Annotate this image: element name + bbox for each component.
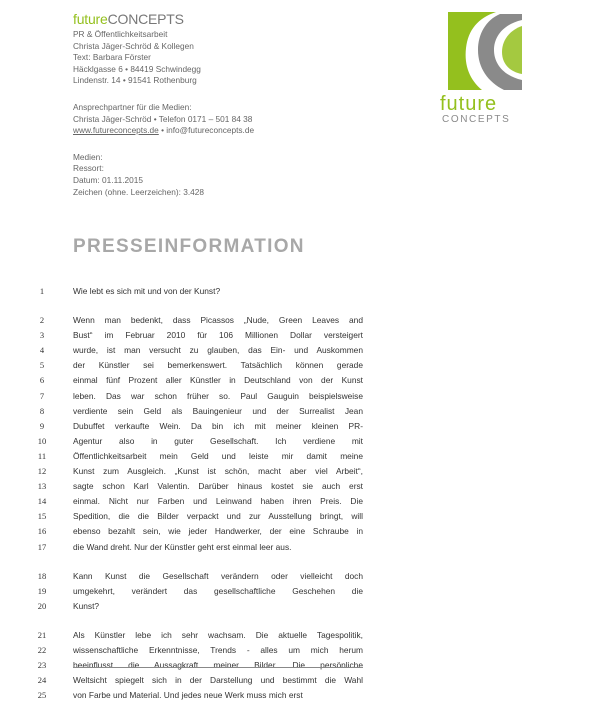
- line-number: 3: [39, 330, 45, 341]
- text-line: [0, 464, 595, 479]
- line-text: ebenso bezahlt sein, wie jeder Handwerker, der eine Schraube in: [73, 526, 363, 537]
- text-line: [0, 584, 595, 599]
- logo-graphic: [438, 6, 533, 126]
- line-number: 4: [39, 345, 45, 356]
- paragraph: [0, 284, 595, 299]
- meta-section: Ressort:: [73, 163, 104, 174]
- contact-line: Christa Jäger-Schröd • Telefon 0171 – 501 84 38: [73, 113, 253, 124]
- line-text: Als Künstler lebe ich sehr wachsam. Die aktuelle Tagespolitik,: [73, 629, 363, 640]
- line-text: Spedition, die die Bilder verpackt und zur Ausstellung bringt, will: [73, 511, 363, 522]
- sender-line: Lindenstr. 14 • 91541 Rothenburg: [73, 75, 197, 86]
- line-number: 11: [37, 450, 47, 461]
- text-line: [0, 419, 595, 434]
- sender-line: Christa Jäger-Schröd & Kollegen: [73, 40, 194, 51]
- line-text: Öffentlichkeitsarbeit mein Geld und leiste mir damit meine: [73, 450, 363, 461]
- line-number: 8: [39, 405, 45, 416]
- line-text: von Farbe und Material. Und jedes neue Werk muss mich erst: [73, 690, 303, 701]
- article-body: [0, 284, 595, 717]
- line-text: Dubuffet verkaufte Wein. Da bin ich mit meiner kleinen PR-: [73, 420, 363, 431]
- line-number: 6: [39, 375, 45, 386]
- text-line: [0, 688, 595, 703]
- line-text: umgekehrt, verändert das gesellschaftliche Geschehen die: [73, 585, 363, 596]
- line-number: 24: [37, 675, 47, 686]
- line-number: 19: [37, 585, 47, 596]
- sender-line: Text: Barbara Förster: [73, 52, 151, 63]
- line-number: 18: [37, 570, 47, 581]
- text-line: [0, 389, 595, 404]
- line-number: 14: [37, 496, 47, 507]
- line-text: Weltsicht spiegelt sich in der Darstellung und bestimmt die Wahl: [73, 675, 363, 686]
- meta-char-count: Zeichen (ohne. Leerzeichen): 3.428: [73, 186, 204, 197]
- meta-date: Datum: 01.11.2015: [73, 174, 143, 185]
- line-text: Kunst zum Ausgleich. „Kunst ist schön, macht aber viel Arbeit“,: [73, 466, 363, 477]
- line-text: wurde, ist man versucht zu glauben, das Ein- und Auskommen: [73, 345, 363, 356]
- line-text: Wenn man bedenkt, dass Picassos „Nude, Green Leaves and: [73, 315, 363, 326]
- email-text: • info@futureconcepts.de: [158, 125, 255, 136]
- line-number: 17: [37, 541, 47, 552]
- line-number: 9: [39, 420, 45, 431]
- text-line: [0, 328, 595, 343]
- line-number: 21: [37, 629, 47, 640]
- line-text: Bust“ im Februar 2010 für 106 Millionen Dollar versteigert: [73, 330, 363, 341]
- text-line: [0, 599, 595, 614]
- line-number: 13: [37, 481, 47, 492]
- line-number: 7: [39, 390, 45, 401]
- paragraph: [0, 313, 595, 555]
- logo-word-future: future: [440, 93, 498, 115]
- line-number: 5: [39, 360, 45, 371]
- future-concepts-logo: [438, 6, 533, 126]
- footer-divider: [73, 667, 363, 668]
- text-line: [0, 524, 595, 539]
- line-number: 23: [37, 660, 47, 671]
- line-number: 25: [37, 690, 47, 701]
- paragraph: [0, 569, 595, 614]
- text-line: [0, 658, 595, 673]
- line-text: die Wand dreht. Nur der Künstler geht erst einmal leer aus.: [73, 541, 292, 552]
- line-number: 10: [37, 435, 47, 446]
- text-line: [0, 673, 595, 688]
- line-number: 15: [37, 511, 47, 522]
- line-text: einmal. Nicht nur Farben und Leinwand haben ihren Preis. Die: [73, 496, 363, 507]
- text-line: [0, 404, 595, 419]
- text-line: [0, 509, 595, 524]
- text-line: [0, 643, 595, 658]
- web-email-line: [73, 125, 254, 137]
- line-number: 22: [37, 644, 47, 655]
- line-text: Kunst?: [73, 600, 100, 611]
- text-line: [0, 479, 595, 494]
- line-text: leben. Das war schon früher so. Paul Gauguin beispielsweise: [73, 390, 363, 401]
- brand-name: futureCONCEPTS: [73, 11, 184, 27]
- text-line: [0, 373, 595, 388]
- website-link[interactable]: www.futureconcepts.de: [73, 125, 159, 136]
- document-title: PRESSEINFORMATION: [73, 236, 305, 257]
- sender-line: Häcklgasse 6 • 84419 Schwindegg: [73, 63, 201, 74]
- text-line: [0, 343, 595, 358]
- sender-line: PR & Öffentlichkeitsarbeit: [73, 29, 168, 39]
- paragraph: [0, 628, 595, 703]
- text-line: [0, 434, 595, 449]
- text-line: [0, 313, 595, 328]
- line-text: wissenschaftliche Erkenntnisse, Trends - alles um mich herum: [73, 644, 363, 655]
- line-text: sagte schon Karl Valentin. Darüber hinaus kostet sie auch erst: [73, 481, 363, 492]
- meta-media: Medien:: [73, 151, 103, 162]
- text-line: [0, 358, 595, 373]
- line-number: 16: [37, 526, 47, 537]
- line-text: einmal fünf Prozent aller Künstler in Deutschland von der Kunst: [73, 375, 363, 386]
- text-line: [0, 449, 595, 464]
- line-number: 20: [37, 600, 47, 611]
- text-line: [0, 540, 595, 555]
- line-number: 12: [37, 466, 47, 477]
- text-line: [0, 284, 595, 299]
- text-line: [0, 569, 595, 584]
- line-text: verdiente sein Geld als Bauingenieur und der Surrealist Jean: [73, 405, 363, 416]
- line-text: Kann Kunst die Gesellschaft verändern oder vielleicht doch: [73, 570, 363, 581]
- line-text: Agentur also in guter Gesellschaft. Ich verdiene mit: [73, 435, 363, 446]
- line-number: 1: [39, 286, 45, 296]
- line-text: Wie lebt es sich mit und von der Kunst?: [73, 286, 221, 296]
- letterhead: [73, 12, 254, 198]
- contact-label: Ansprechpartner für die Medien:: [73, 101, 192, 112]
- logo-word-concepts: CONCEPTS: [442, 114, 511, 125]
- text-line: [0, 494, 595, 509]
- text-line: [0, 628, 595, 643]
- line-text: beeinflusst die Aussagkraft meiner Bilder. Die persönliche: [73, 660, 363, 671]
- line-text: der Künstler sei bemerkenswert. Tatsächlich können gerade: [73, 360, 363, 371]
- line-number: 2: [39, 315, 45, 326]
